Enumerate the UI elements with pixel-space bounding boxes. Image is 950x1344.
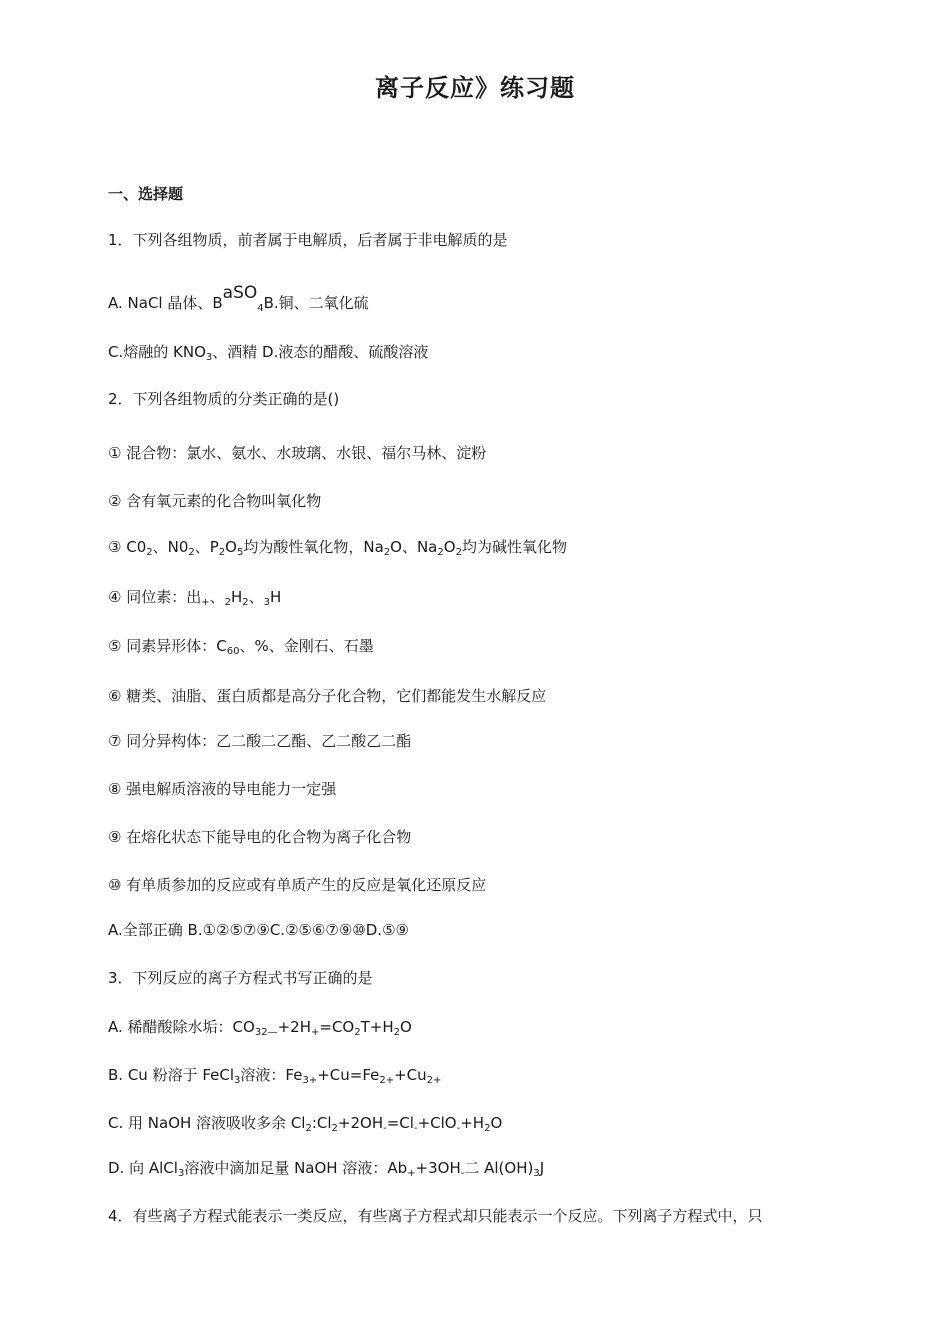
question-2-item-5: ⑤ 同素异形体：$C_{60}$、%、金刚石、石墨 xyxy=(108,637,374,657)
question-4-stem: 4．有些离子方程式能表示一类反应，有些离子方程式却只能表示一个反应。下列离子方程式中，只 xyxy=(108,1207,763,1225)
question-2-item-3: ③ $C0_2$、$N0_2$、$P_2O_5$均为酸性氧化物，$Na_2O$、$Na_2O_2$均为碱性氧化物 xyxy=(108,538,567,558)
question-3-option-d: D. 向 AlCl$_3$溶液中滴加足量 NaOH 溶液：$Ab_++3OH_-$二 $Al(OH)_3J$ xyxy=(108,1159,545,1179)
question-3-stem: 3．下列反应的离子方程式书写正确的是 xyxy=(108,969,373,987)
question-2-item-1: ① 混合物：氯水、氨水、水玻璃、水银、福尔马林、淀粉 xyxy=(108,444,487,462)
question-2-item-2: ② 含有氧元素的化合物叫氧化物 xyxy=(108,492,322,510)
question-2-options: A.全部正确 B.①②⑤⑦⑨C.②⑤⑥⑦⑨⑩D.⑤⑨ xyxy=(108,921,409,939)
question-3-option-c: C. 用 NaOH 溶液吸收多余 $Cl_2:Cl_2+2OH_-=Cl_-+ClO_-+H_2O$ xyxy=(108,1114,503,1134)
question-1-option-c-d: C.熔融的 $KNO_3$、酒精 D.液态的醋酸、硫酸溶液 xyxy=(108,343,429,363)
page-title: 离子反应》练习题 xyxy=(375,74,575,102)
section-heading: 一、选择题 xyxy=(108,185,184,203)
question-3-option-a: A. 稀醋酸除水垢：$CO_{32—}+2H_+=CO_2T+H_2O$ xyxy=(108,1018,412,1038)
question-3-option-b: B. Cu 粉溶于 FeCl$_3$溶液：$Fe_{3+}+Cu=Fe_{2+}+Cu_{2+}$ xyxy=(108,1066,442,1086)
question-2-item-7: ⑦ 同分异构体：乙二酸二乙酯、乙二酸乙二酯 xyxy=(108,732,412,750)
question-2-item-8: ⑧ 强电解质溶液的导电能力一定强 xyxy=(108,780,337,798)
question-1-stem: 1．下列各组物质，前者属于电解质，后者属于非电解质的是 xyxy=(108,231,508,249)
question-2-item-4: ④ 同位素：出$_+$、$_2H_2$、$_3$H xyxy=(108,588,282,608)
question-2-stem: 2．下列各组物质的分类正确的是() xyxy=(108,390,340,408)
question-2-item-10: ⑩ 有单质参加的反应或有单质产生的反应是氧化还原反应 xyxy=(108,876,487,894)
question-1-option-a-b: A. NaCl 晶体、BaSO$_4$B.铜、二氧化硫 xyxy=(108,283,369,314)
question-2-item-9: ⑨ 在熔化状态下能导电的化合物为离子化合物 xyxy=(108,828,412,846)
question-2-item-6: ⑥ 糖类、油脂、蛋白质都是高分子化合物，它们都能发生水解反应 xyxy=(108,687,547,705)
